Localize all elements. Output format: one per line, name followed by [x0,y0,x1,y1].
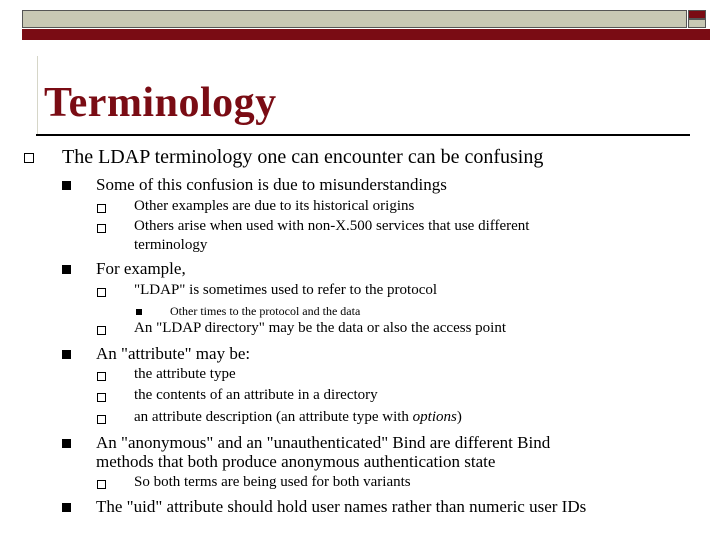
bullet-text: The "uid" attribute should hold user names rather than numeric user IDs [96,497,587,516]
filled-square-bullet-icon [62,181,71,190]
header-accent-band [22,29,710,40]
title-bar-decoration [22,10,710,40]
header-square-red [688,10,706,19]
hollow-square-bullet-icon [97,372,106,381]
header-square-gray [688,19,706,28]
slide-title: Terminology [44,80,277,126]
bullet-text: An "attribute" may be: [96,344,251,363]
bullet-text: An "LDAP directory" may be the data or also the access point [134,320,506,336]
bullet-text-part: ) [456,409,462,425]
bullet-text: the contents of an attribute in a directory [134,387,378,403]
hollow-square-bullet-icon [97,393,106,402]
bullet-text: Other examples are due to its historical origins [134,198,415,214]
bullet-text-part: an attribute description (an attribute type with [134,409,413,425]
hollow-square-bullet-icon [24,153,34,163]
title-underline [36,134,690,136]
bullet-text: An "anonymous" and an "unauthenticated" Bind are different Bind [96,433,551,452]
title-guide-line [37,56,38,134]
filled-square-bullet-icon [62,350,71,359]
bullet-text: Others arise when used with non-X.500 services that use different [134,218,530,234]
filled-square-bullet-icon [62,503,71,512]
header-band [22,10,687,28]
bullet-text: "LDAP" is sometimes used to refer to the protocol [134,282,438,298]
bullet-text: Some of this confusion is due to misunderstandings [96,175,447,194]
hollow-square-bullet-icon [97,288,106,297]
bullet-text-continuation: methods that both produce anonymous authentication state [96,452,496,471]
filled-square-bullet-icon [62,439,71,448]
bullet-text: the attribute type [134,366,236,382]
hollow-square-bullet-icon [97,204,106,213]
small-filled-bullet-icon [136,309,142,315]
bullet-text: The LDAP terminology one can encounter can be confusing [62,146,544,168]
bullet-text: Other times to the protocol and the data [170,304,361,318]
bullet-text: So both terms are being used for both variants [134,474,411,490]
emphasis-text: options [412,409,457,425]
hollow-square-bullet-icon [97,326,106,335]
hollow-square-bullet-icon [97,480,106,489]
hollow-square-bullet-icon [97,415,106,424]
hollow-square-bullet-icon [97,224,106,233]
bullet-text-continuation: terminology [134,237,208,253]
bullet-text [134,409,462,426]
bullet-text: For example, [96,259,186,278]
filled-square-bullet-icon [62,265,71,274]
